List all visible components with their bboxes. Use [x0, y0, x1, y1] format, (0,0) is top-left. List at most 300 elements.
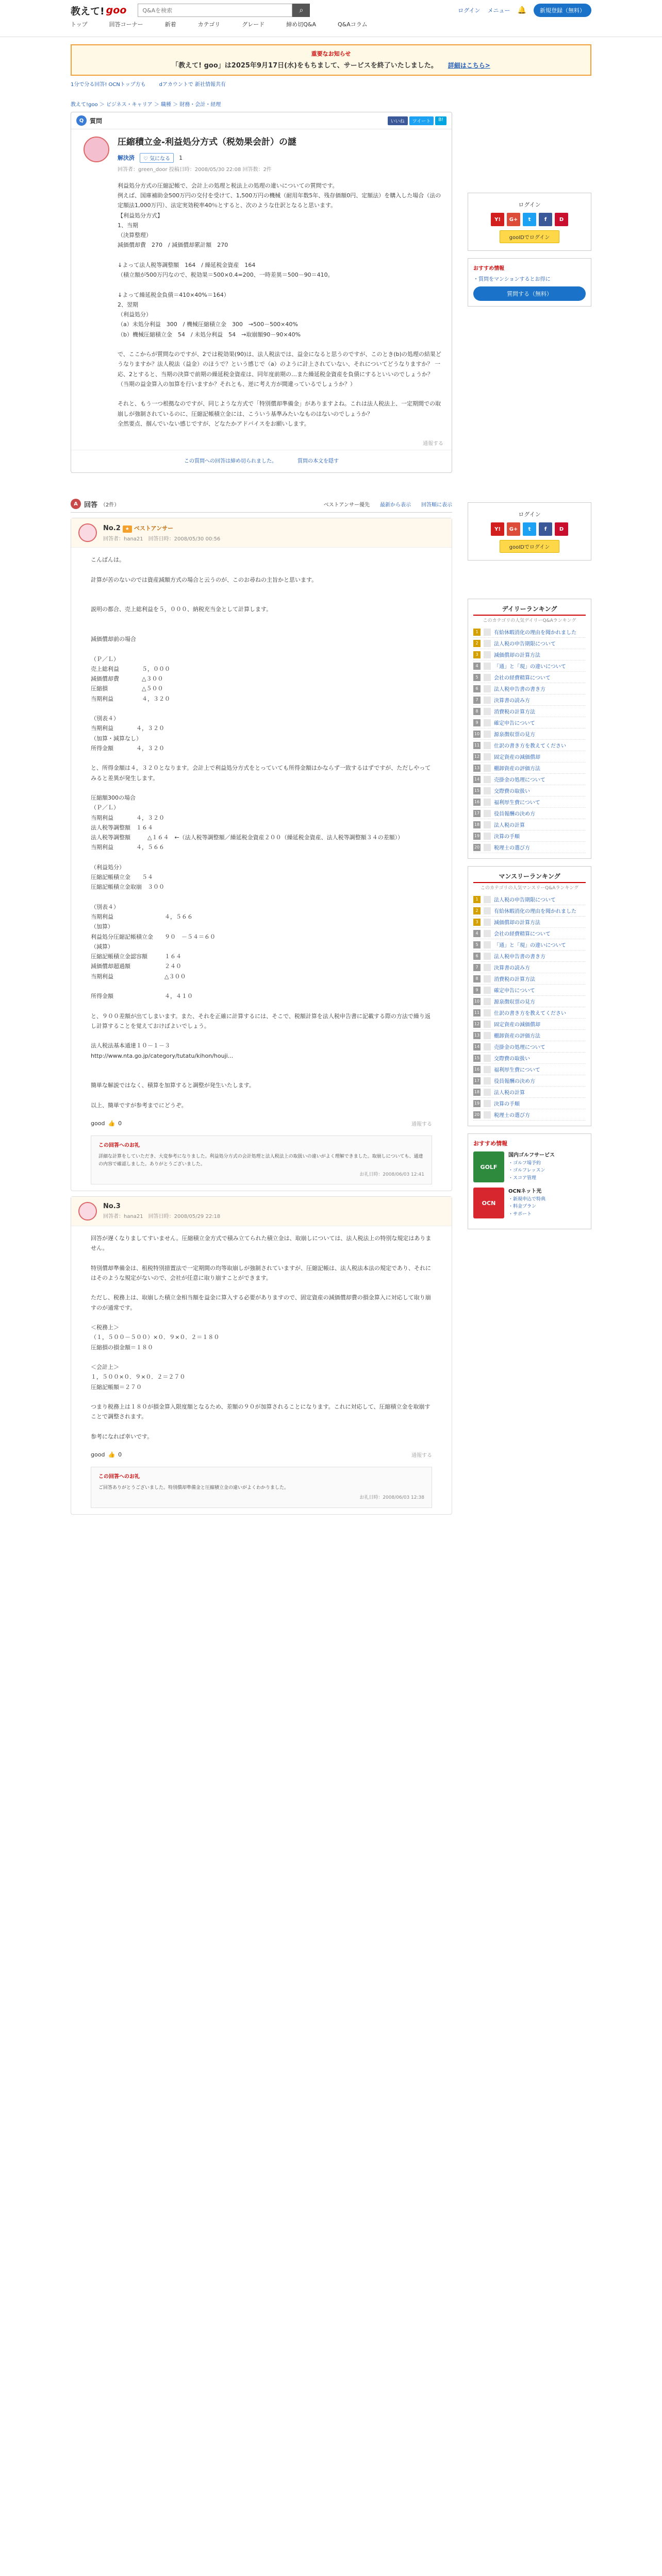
rank-thumb	[484, 1032, 491, 1039]
ranking-item[interactable]	[473, 808, 586, 819]
best-answer-icon: ★	[123, 526, 132, 533]
ranking-item[interactable]	[473, 660, 586, 672]
rank-thumb	[484, 674, 491, 681]
ranking-item[interactable]	[473, 774, 586, 785]
answers-number: （2件）	[101, 502, 120, 508]
nav-item[interactable]: カテゴリ	[197, 21, 221, 28]
answer-footer	[71, 1447, 452, 1463]
thanks-comment	[91, 1136, 432, 1184]
twitter-icon[interactable]: t	[523, 213, 536, 226]
rank-number: 3	[473, 651, 481, 658]
ocn-image: OCN	[473, 1188, 504, 1218]
thanks-comment	[91, 1467, 432, 1508]
thanks-head: この回答へのお礼	[98, 1474, 140, 1480]
goo-login-button[interactable]: gooIDでログイン	[500, 540, 560, 553]
rank-text: 法人税の計算	[494, 1090, 525, 1096]
ranking-item[interactable]	[473, 762, 586, 774]
ranking-item[interactable]	[473, 683, 586, 694]
rank-number: 1	[473, 896, 481, 903]
google-icon[interactable]: G+	[507, 213, 520, 226]
ranking-item[interactable]	[473, 894, 586, 905]
facebook-icon[interactable]: f	[539, 522, 552, 536]
rank-thumb	[484, 1009, 491, 1016]
good-button[interactable]	[91, 1451, 122, 1458]
answers-label: 回答	[84, 501, 98, 509]
rank-number: 6	[473, 685, 481, 692]
nav-item[interactable]: 新着	[164, 21, 176, 28]
rank-thumb	[484, 930, 491, 937]
question-label: 質問	[90, 117, 103, 125]
sort-newest[interactable]: 最新から表示	[380, 502, 411, 508]
ranking-item[interactable]	[473, 1007, 586, 1019]
rank-text: 「通」と「現」の違いについて	[494, 664, 566, 670]
notice-title: 重要なお知らせ	[311, 50, 351, 57]
ad-space	[468, 307, 591, 502]
facebook-icon[interactable]: f	[539, 213, 552, 226]
nav-item[interactable]: 回答コーナー	[109, 21, 143, 28]
hatena-button[interactable]: B!	[435, 116, 446, 125]
answer-report[interactable]: 通報する	[411, 1453, 432, 1459]
ranking-item[interactable]	[473, 626, 586, 638]
ranking-item[interactable]	[473, 996, 586, 1007]
answer-footer	[71, 1115, 452, 1131]
answers-bar	[71, 496, 452, 513]
rank-text: 決算書の読み方	[494, 965, 530, 971]
rank-number: 2	[473, 640, 481, 647]
ranking-item[interactable]	[473, 717, 586, 728]
rank-text: 確定申告について	[494, 988, 535, 994]
ranking-item[interactable]	[473, 831, 586, 842]
hide-question-link[interactable]: 質問の本文を隠す	[297, 459, 339, 465]
search-box	[138, 4, 310, 17]
good-button[interactable]	[91, 1120, 122, 1127]
rank-text: 確定申告について	[494, 721, 535, 726]
rank-number: 12	[473, 753, 481, 760]
rank-thumb	[484, 810, 491, 817]
rank-thumb	[484, 1043, 491, 1050]
menu-link[interactable]: メニュー	[487, 7, 510, 14]
answers-count	[71, 499, 119, 509]
rank-number: 11	[473, 1009, 481, 1016]
rank-number: 13	[473, 765, 481, 772]
answerer-avatar	[78, 1202, 97, 1221]
rank-thumb	[484, 742, 491, 749]
answer-text: 回答が遅くなりましてすいません。圧縮積立金方式で積み立てられた積立金は、取崩しについては、法人税法上の特別な規定はありません。 特別償却準備金は、租税特別措置法で一定期間の均等取崩しが強制されていますが、圧縮記帳は、法人税法本法の規定であり、それにはそのような規定がないので、会社が任意に取り崩すことができます。 ただし、税務上は、取崩した積立金相当額を益金に算入する必要がありますので、固定資産の減価償却費の損金算入に対応して取り崩すのが通常です。 ＜税務上＞ （１，５００－５００）×０．９×０．２＝１８０ 圧縮損の損金額＝１８０ ＜会計上＞ １，５００×０．９×０．２＝２７０ 圧縮記帳額＝２７０ つまり税務上は１８０が損金算入限度額となるため、差額の９０が加算されることになります。これに対応して、圧縮積立金を取崩すことで調整されます。 参考になれば幸いです。	[91, 1234, 432, 1440]
ranking-item[interactable]	[473, 842, 586, 853]
rank-text: 消費税の計算方法	[494, 977, 535, 982]
rank-thumb	[484, 651, 491, 658]
rank-thumb	[484, 844, 491, 851]
rank-number: 13	[473, 1032, 481, 1039]
rank-text: 決算の手順	[494, 834, 520, 840]
rank-number: 5	[473, 674, 481, 681]
header-right	[458, 4, 591, 17]
notice-body	[72, 60, 590, 70]
ranking-item[interactable]	[473, 728, 586, 740]
rec-item[interactable]	[473, 1188, 586, 1218]
ranking-item[interactable]	[473, 985, 586, 996]
docomo-icon[interactable]: D	[555, 522, 568, 536]
answer-number: No.2	[103, 524, 121, 532]
rank-text: 税理士の選び方	[494, 1113, 530, 1118]
good-count: 0	[118, 1120, 122, 1127]
answer-icon: A	[71, 499, 81, 509]
rank-thumb	[484, 987, 491, 994]
rank-thumb	[484, 975, 491, 982]
nav-item[interactable]: トップ	[71, 21, 88, 28]
rank-thumb	[484, 708, 491, 715]
docomo-icon[interactable]: D	[555, 213, 568, 226]
rank-thumb	[484, 1077, 491, 1084]
rank-thumb	[484, 821, 491, 828]
rank-number: 16	[473, 1066, 481, 1073]
rank-text: 決算書の読み方	[494, 698, 530, 704]
rec-line: ・料金プラン	[508, 1204, 537, 1210]
ranking-item[interactable]	[473, 819, 586, 831]
header-top	[71, 0, 591, 21]
search-input[interactable]	[138, 4, 292, 17]
ranking-item[interactable]	[473, 905, 586, 917]
nav-item[interactable]: Q&Aコラム	[338, 21, 368, 28]
ranking-item[interactable]	[473, 928, 586, 939]
nav-item[interactable]: グレード	[242, 21, 265, 28]
rank-text: 有給休暇消化の理由を聞かれました	[494, 630, 576, 636]
question-header	[71, 112, 452, 129]
rank-text: 法人税の申告期限について	[494, 897, 556, 903]
rec-line: ・ゴルフ場予約	[508, 1161, 541, 1166]
ranking-list	[473, 626, 586, 853]
goo-login-button[interactable]: gooIDでログイン	[500, 230, 560, 243]
ask-question-button[interactable]: 質問する（無料）	[473, 286, 586, 301]
rank-number: 7	[473, 964, 481, 971]
rank-text: 消費税の計算方法	[494, 709, 535, 715]
ranking-item[interactable]	[473, 796, 586, 808]
good-label: good	[91, 1120, 105, 1127]
qpost-title: おすすめ情報	[473, 266, 505, 272]
qpost-link[interactable]: ・質問をマンションするとお得に	[473, 277, 551, 282]
rank-thumb	[484, 776, 491, 783]
rank-number: 4	[473, 663, 481, 670]
answer-header	[71, 1197, 452, 1226]
sort-options	[324, 500, 452, 508]
ranking-item[interactable]	[473, 751, 586, 762]
rank-number: 1	[473, 629, 481, 636]
thumbs-up-icon: 👍	[108, 1451, 115, 1459]
question-footer	[71, 450, 452, 472]
thanks-text: 詳細な計算をしていただき、大変参考になりました。利益処分方式の会計処理と法人税法上の取扱いの違いがよく理解できました。取崩しについても、通達の内容で確認しました。ありがとうございました。	[98, 1154, 423, 1167]
rec-line: ・サポート	[508, 1211, 532, 1217]
question-body	[71, 129, 452, 436]
register-button[interactable]: 新規登録（無料）	[534, 4, 591, 17]
rank-text: 源泉徴収票の見方	[494, 999, 535, 1005]
rank-thumb	[484, 799, 491, 806]
login-title: ログイン	[518, 201, 541, 208]
rec-title: おすすめ情報	[473, 1140, 508, 1147]
rank-number: 16	[473, 799, 481, 806]
rank-thumb	[484, 753, 491, 760]
ranking-item[interactable]	[473, 694, 586, 706]
yahoo-icon[interactable]: Y!	[491, 522, 504, 536]
rank-thumb	[484, 1066, 491, 1073]
rank-number: 9	[473, 719, 481, 726]
rank-number: 14	[473, 1043, 481, 1050]
rank-text: 有給休暇消化の理由を聞かれました	[494, 909, 576, 914]
rank-text: 棚卸資産の評価方法	[494, 1033, 540, 1039]
ranking-item[interactable]	[473, 973, 586, 985]
ranking-item[interactable]	[473, 1109, 586, 1121]
ranking-item[interactable]	[473, 638, 586, 649]
ranking-item[interactable]	[473, 1098, 586, 1109]
ranking-item[interactable]	[473, 706, 586, 717]
answer-meta: 回答者：hana21 回答日時：2008/05/29 22:18	[103, 1214, 221, 1220]
question-meta	[118, 153, 441, 163]
logo-goo: goo	[106, 5, 127, 16]
ranking-item[interactable]	[473, 1064, 586, 1075]
yahoo-icon[interactable]: Y!	[491, 213, 504, 226]
rank-thumb	[484, 1089, 491, 1096]
thanks-date: お礼日時：2008/06/03 12:41	[359, 1172, 424, 1177]
rank-text: 減価償却の計算方法	[494, 653, 540, 658]
social-buttons	[388, 116, 446, 125]
rank-text: 交際費の取扱い	[494, 1056, 530, 1062]
ranking-sub: このカテゴリの人気マンスリーQ&Aランキング	[480, 886, 579, 891]
rank-text: 税理士の選び方	[494, 845, 530, 851]
nav-item[interactable]: 締め切Q&A	[286, 21, 316, 28]
twitter-icon[interactable]: t	[523, 522, 536, 536]
rank-thumb	[484, 1021, 491, 1028]
rank-text: 固定資産の減価償却	[494, 755, 540, 760]
login-box	[468, 193, 591, 251]
good-label: good	[91, 1451, 105, 1459]
rank-number: 19	[473, 833, 481, 840]
notice-link[interactable]: 詳細はこちら>	[448, 62, 490, 69]
google-icon[interactable]: G+	[507, 522, 520, 536]
ranking-item[interactable]	[473, 1053, 586, 1064]
rank-number: 19	[473, 1100, 481, 1107]
rec-line: ・新規申込で特典	[508, 1197, 546, 1202]
rank-text: 決算の手順	[494, 1101, 520, 1107]
rank-text: 仕訳の書き方を教えてください	[494, 743, 566, 749]
question-text: 利益処分方式の圧縮記帳で、会計上の処理と税法上の処理の違いについての質問です。 例えば、国庫補助金500万円の交付を受けて、1,500万円の機械（耐用年数5年、残存価額0円、定額法）を購入した場合（法の定額法1,000万円）、法定実効税率40％とすると、次のような仕訳となると思います。 【利益処分方式】 1、当期 （決算整理） 減価償却費 270 / 減価償却累計額 270 ↓よって法人税等調整額 164 / 繰延税金資産 164 （積立額が500万円なので、税効果＝500×0.4=200、一時差異＝500－90＝410。 ↓よって繰延税金負債＝410×40%＝164） 2、翌期 （利益処分） （a）未処分利益 300 / 機械圧縮積立金 300 →500－500×40% （b）機械圧縮積立金 54 / 未処分利益 54 →取崩額90－90×40% で、ここからが質問なのですが、2では税効果(90)は、法人税法では、益金になると思うのですが、このとき(b)の処理の結果どうなりますか？法人税法（益金）のほうで？という感じで（a）のように計上されていない、それについてどうなりますか？ 一応、2とすると、当期の決算で前期の繰延税金資産は、同年度前期の…また繰延税金資産を負債にするといいのでしょうか？（当期の益金算入の加算を行いますか？それとも、逆に考え方が間違っているでしょうか？） それと、もう一つ根拠なのですが、同じような方式で「特別償却準備金」がありますよね。これは法人税法上、一定期間での取崩しが強制されているのに、圧縮記帳積立金には、こういう基準みたいなものはないのでしょうか？ 全然要点、掴んでいない感じですが、どなたかアドバイスをお願いします。	[118, 182, 441, 427]
thanks-date: お礼日時：2008/06/03 12:38	[359, 1495, 424, 1501]
ranking-item[interactable]	[473, 740, 586, 751]
sort-best[interactable]: ベストアンサー優先	[323, 502, 370, 508]
rank-thumb	[484, 833, 491, 840]
site-logo[interactable]	[71, 4, 126, 18]
rank-text: 法人税申告書の書き方	[494, 687, 545, 692]
interest-count: 1	[179, 154, 183, 161]
rank-number: 17	[473, 810, 481, 817]
ranking-item[interactable]	[473, 672, 586, 683]
rank-thumb	[484, 787, 491, 794]
ranking-item[interactable]	[473, 1075, 586, 1087]
rank-thumb	[484, 964, 491, 971]
rank-thumb	[484, 640, 491, 647]
rank-number: 8	[473, 708, 481, 715]
ranking-item[interactable]	[473, 962, 586, 973]
sidebar	[468, 100, 591, 1515]
rank-number: 18	[473, 1089, 481, 1096]
rank-thumb	[484, 998, 491, 1005]
top-crumb-2[interactable]: dアカウントで 新社情報共有	[159, 82, 226, 88]
question-box	[71, 112, 452, 473]
login-link[interactable]: ログイン	[458, 7, 481, 14]
bell-icon[interactable]: 🔔	[517, 6, 526, 14]
top-crumbs	[71, 80, 591, 88]
rank-thumb	[484, 697, 491, 704]
ranking-item[interactable]	[473, 649, 586, 660]
rank-number: 3	[473, 919, 481, 926]
rec-line: ・スコア管理	[508, 1175, 537, 1181]
rank-number: 6	[473, 953, 481, 960]
rank-text: 売掛金の処理について	[494, 1045, 545, 1050]
notice-box	[71, 44, 591, 76]
rank-number: 5	[473, 941, 481, 948]
answer-card	[71, 518, 452, 1191]
answer-meta: 回答者：hana21 回答日時：2008/05/30 00:56	[103, 536, 221, 542]
rank-text: 源泉徴収票の見方	[494, 732, 535, 738]
rank-number: 4	[473, 930, 481, 937]
golf-image: GOLF	[473, 1151, 504, 1182]
ranking-item[interactable]	[473, 785, 586, 796]
rank-number: 10	[473, 998, 481, 1005]
rec-item[interactable]	[473, 1151, 586, 1182]
thanks-text: ご回答ありがとうございました。特別償却準備金と圧縮積立金の違いがよくわかりました。	[98, 1485, 289, 1491]
rank-text: 売掛金の処理について	[494, 777, 545, 783]
rank-text: 交際費の取扱い	[494, 789, 530, 794]
ranking-item[interactable]	[473, 1041, 586, 1053]
good-count: 0	[118, 1451, 122, 1459]
rank-number: 17	[473, 1077, 481, 1084]
rank-thumb	[484, 907, 491, 914]
answer-number: No.3	[103, 1202, 121, 1211]
login-box	[468, 502, 591, 561]
ad-space	[468, 568, 591, 599]
rank-text: 役員報酬の決め方	[494, 1079, 535, 1084]
top-crumb-1[interactable]: 1分で分る回答! OCNトップ方も	[71, 82, 146, 88]
rank-thumb	[484, 685, 491, 692]
rank-thumb	[484, 1111, 491, 1118]
rank-number: 12	[473, 1021, 481, 1028]
rank-thumb	[484, 919, 491, 926]
rank-text: 法人税申告書の書き方	[494, 954, 545, 960]
recommend-box	[468, 1133, 591, 1229]
rec-item-title: 国内ゴルフサービス	[508, 1153, 555, 1158]
ranking-item[interactable]	[473, 1019, 586, 1030]
main-column	[71, 100, 452, 1515]
rank-thumb	[484, 663, 491, 670]
thanks-head: この回答へのお礼	[98, 1143, 140, 1149]
rank-thumb	[484, 1055, 491, 1062]
ranking-item[interactable]	[473, 1087, 586, 1098]
question-icon: Q	[76, 115, 87, 126]
site-header	[0, 0, 662, 37]
rank-text: 「通」と「現」の違いについて	[494, 943, 566, 948]
daily-ranking	[468, 599, 591, 859]
rank-text: 役員報酬の決め方	[494, 811, 535, 817]
answer-text: こんばんは。 計算が苦のないのでは資産減額方式の場合と云うのが、このお尋ねの主旨かと思います。 説明の都合、売上総利益を５，０００、納税充当金として計算します。 減価償却前の場合 （Ｐ／Ｌ） 売上総利益 ５，０００ 減価償却費 △３００ 圧縮損 △５００ 当期利益 ４，３２０ （別表４） 当期利益 ４，３２０ （加算・減算なし） 所得金額 ４，３２０ と、所得金額は４，３２０となります。会計上で利益処分方式をとっていても所得金額はかならず一致するはずですが、ただしやってみると差異が発生します。 圧縮額300の場合 （Ｐ／Ｌ） 当期利益 ４，３２０ 法人税等調整額 １６４ 法人税等調整額 △１６４ ←（法人税等調整額／繰延税金資産２００（繰延税金資産、法人税等調整額３４の差額）） 当期利益 ４，５６６ （利益処分） 圧縮記帳積立金 ５４ 圧縮記帳積立金取崩 ３００ （別表４） 当期利益 ４，５６６ （加算） 利益処分圧縮記帳積立金 ９０ －５４＝６０ （減算） 圧縮記帳積立金認容額 １６４ 減価償却超過額 ２４０ 当期利益 △３００ 所得金額 ４，４１０ と、９００差額が出てしまいます。また、それを正確に計算するには、そこで、税額計算を法人税申告書に記載する際の方法で繰り返し計算することを覚えておけばよいでしょう。 法人税法基本通達１０－１－３ http://www.nta.go.jp/category/tutatu/kihon/houji... 簡単な解説ではなく、積算を加算すると調整が発生いたします。 以上、簡単ですが参考までにどうぞ。	[91, 556, 431, 1109]
breadcrumb[interactable]: 教えて!goo ＞ ビジネス・キャリア ＞ 職種 ＞ 財務・会計・経理	[71, 102, 221, 108]
rank-number: 20	[473, 844, 481, 851]
sort-order[interactable]: 回答順に表示	[421, 502, 452, 508]
like-button[interactable]: いいね	[388, 116, 408, 125]
rank-text: 減価償却の計算方法	[494, 920, 540, 926]
rank-number: 2	[473, 907, 481, 914]
answer-header	[71, 518, 452, 548]
monthly-ranking	[468, 866, 591, 1126]
rank-number: 15	[473, 1055, 481, 1062]
ranking-item[interactable]	[473, 939, 586, 951]
interest-label: 気になる	[150, 156, 171, 162]
rank-number: 15	[473, 787, 481, 794]
rank-text: 固定資産の減価償却	[494, 1022, 540, 1028]
answer-report[interactable]: 通報する	[411, 1122, 432, 1128]
rank-text: 棚卸資産の評価方法	[494, 766, 540, 772]
question-report[interactable]: 通報する	[423, 441, 443, 447]
solved-badge: 解決済	[118, 155, 135, 162]
rec-item-title: OCNネット光	[508, 1189, 542, 1194]
rank-text: 会社の経費精算について	[494, 675, 551, 681]
rank-number: 14	[473, 776, 481, 783]
sns-login	[473, 522, 586, 536]
ranking-list	[473, 894, 586, 1121]
question-date: 回答者：green_door 投稿日時：2008/05/30 22:08 回答数：2件	[118, 166, 272, 173]
closed-note: この質問への回答は締め切られました。	[184, 459, 277, 465]
search-button[interactable]	[292, 4, 310, 17]
rank-thumb	[484, 731, 491, 738]
rank-text: 法人税の計算	[494, 823, 525, 828]
rank-number: 7	[473, 697, 481, 704]
ranking-item[interactable]	[473, 917, 586, 928]
rank-number: 8	[473, 975, 481, 982]
rank-thumb	[484, 1100, 491, 1107]
answer-card	[71, 1196, 452, 1515]
rank-text: 会社の経費精算について	[494, 931, 551, 937]
rank-thumb	[484, 953, 491, 960]
rank-number: 18	[473, 821, 481, 828]
global-nav	[71, 21, 591, 29]
rank-number: 20	[473, 1111, 481, 1118]
rec-line: ・ゴルフレッスン	[508, 1168, 545, 1174]
login-title: ログイン	[518, 511, 541, 518]
notice-text: 「教えて! goo」は2025年9月17日(水)をもちまして、サービスを終了いたしました。	[172, 62, 438, 70]
question-title: 圧縮積立金-利益処分方式（税効果会計）の謎	[118, 137, 297, 147]
rank-text: 福利厚生費について	[494, 800, 540, 806]
ranking-item[interactable]	[473, 1030, 586, 1041]
thumbs-up-icon: 👍	[108, 1120, 115, 1127]
ranking-title: デイリーランキング	[473, 604, 586, 616]
tweet-button[interactable]: ツイート	[409, 116, 434, 125]
asker-avatar	[84, 137, 109, 162]
interest-button[interactable]: ♡ 気になる	[140, 153, 174, 163]
rank-text: 福利厚生費について	[494, 1067, 540, 1073]
search-icon: ⌕	[299, 6, 304, 14]
content-wrap	[71, 100, 591, 1515]
rank-thumb	[484, 941, 491, 948]
answerer-avatar	[78, 523, 97, 542]
rank-thumb	[484, 719, 491, 726]
rank-number: 10	[473, 731, 481, 738]
ad-space	[468, 100, 591, 193]
ranking-item[interactable]	[473, 951, 586, 962]
rank-thumb	[484, 896, 491, 903]
logo-text: 教えて!	[71, 5, 105, 17]
rank-text: 仕訳の書き方を教えてください	[494, 1011, 566, 1016]
sns-login	[473, 213, 586, 226]
best-answer-label: ベストアンサー	[134, 524, 174, 532]
rank-thumb	[484, 629, 491, 636]
question-post-box	[468, 258, 591, 307]
